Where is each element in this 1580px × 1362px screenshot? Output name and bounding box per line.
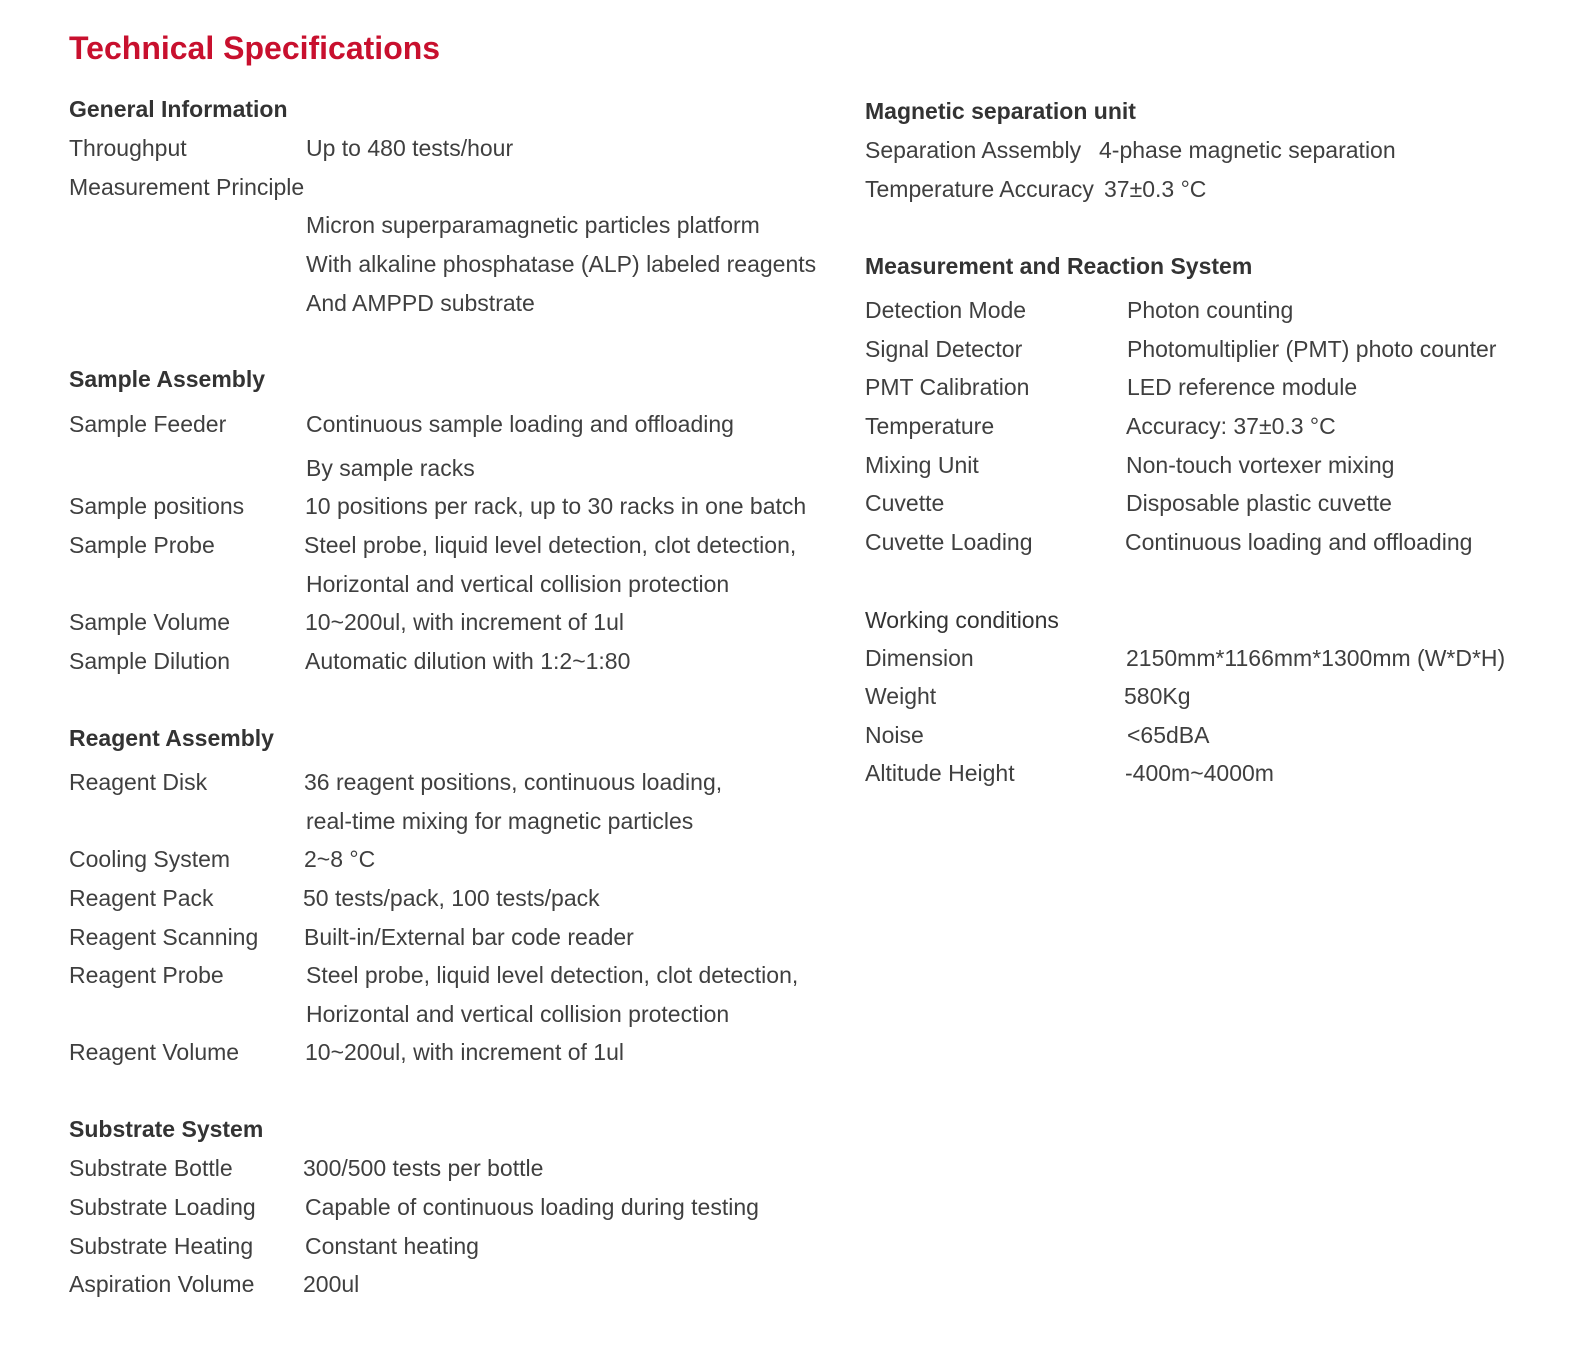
separation-assembly-label: Separation Assembly — [865, 137, 1082, 163]
substrate-heating-value: Constant heating — [305, 1233, 479, 1259]
noise-value: <65dBA — [1127, 722, 1210, 748]
sample-dilution-label: Sample Dilution — [69, 648, 231, 674]
page-title: Technical Specifications — [69, 30, 441, 66]
sample-positions-label: Sample positions — [69, 493, 245, 519]
temperature-value: Accuracy: 37±0.3 °C — [1126, 413, 1336, 439]
substrate-heating-label: Substrate Heating — [69, 1233, 254, 1259]
sample-feeder-label: Sample Feeder — [69, 411, 227, 437]
reagent-disk-value: 36 reagent positions, continuous loading, — [304, 769, 723, 795]
weight-value: 580Kg — [1124, 683, 1191, 709]
altitude-height-label: Altitude Height — [865, 760, 1015, 786]
throughput-label: Throughput — [69, 135, 187, 161]
substrate-system-heading: Substrate System — [69, 1116, 264, 1142]
separation-assembly-value: 4-phase magnetic separation — [1099, 137, 1396, 163]
sample-probe-value: Horizontal and vertical collision protection — [306, 571, 730, 597]
throughput-value: Up to 480 tests/hour — [306, 135, 514, 161]
sample-feeder-value: Continuous sample loading and offloading — [306, 411, 734, 437]
general-information-heading: General Information — [69, 96, 288, 122]
measurement-principle-line: Micron superparamagnetic particles platform — [306, 212, 760, 238]
reagent-disk-value: real-time mixing for magnetic particles — [306, 808, 694, 834]
dimension-label: Dimension — [865, 645, 974, 671]
reagent-probe-value: Horizontal and vertical collision protection — [306, 1001, 730, 1027]
detection-mode-label: Detection Mode — [865, 297, 1027, 323]
sample-dilution-value: Automatic dilution with 1:2~1:80 — [305, 648, 631, 674]
sample-assembly-heading: Sample Assembly — [69, 366, 266, 392]
aspiration-volume-label: Aspiration Volume — [69, 1271, 255, 1297]
substrate-loading-label: Substrate Loading — [69, 1194, 256, 1220]
sample-probe-label: Sample Probe — [69, 532, 215, 558]
pmt-calibration-value: LED reference module — [1127, 374, 1358, 400]
working-conditions-heading: Working conditions — [865, 607, 1059, 633]
cuvette-loading-value: Continuous loading and offloading — [1125, 529, 1473, 555]
mixing-unit-value: Non-touch vortexer mixing — [1126, 452, 1395, 478]
substrate-loading-value: Capable of continuous loading during testing — [305, 1194, 759, 1220]
reagent-volume-value: 10~200ul, with increment of 1ul — [305, 1039, 625, 1065]
signal-detector-value: Photomultiplier (PMT) photo counter — [1127, 336, 1497, 362]
cooling-system-value: 2~8 °C — [304, 846, 376, 872]
reagent-disk-label: Reagent Disk — [69, 769, 208, 795]
noise-label: Noise — [865, 722, 924, 748]
sample-volume-value: 10~200ul, with increment of 1ul — [305, 609, 625, 635]
measurement-principle-label: Measurement Principle — [69, 174, 305, 200]
mixing-unit-label: Mixing Unit — [865, 452, 979, 478]
substrate-bottle-value: 300/500 tests per bottle — [303, 1155, 544, 1181]
reagent-scanning-value: Built-in/External bar code reader — [304, 924, 634, 950]
temperature-accuracy-label: Temperature Accuracy — [865, 176, 1094, 202]
reagent-probe-value: Steel probe, liquid level detection, clot detection, — [306, 962, 799, 988]
pmt-calibration-label: PMT Calibration — [865, 374, 1030, 400]
measurement-reaction-heading: Measurement and Reaction System — [865, 253, 1253, 279]
cooling-system-label: Cooling System — [69, 846, 231, 872]
detection-mode-value: Photon counting — [1127, 297, 1294, 323]
cuvette-loading-label: Cuvette Loading — [865, 529, 1033, 555]
dimension-value: 2150mm*1166mm*1300mm (W*D*H) — [1126, 645, 1506, 671]
cuvette-value: Disposable plastic cuvette — [1126, 490, 1392, 516]
measurement-principle-line: And AMPPD substrate — [306, 290, 535, 316]
reagent-pack-label: Reagent Pack — [69, 885, 214, 911]
aspiration-volume-value: 200ul — [303, 1271, 360, 1297]
reagent-volume-label: Reagent Volume — [69, 1039, 240, 1065]
signal-detector-label: Signal Detector — [865, 336, 1023, 362]
reagent-assembly-heading: Reagent Assembly — [69, 725, 274, 751]
sample-probe-value: Steel probe, liquid level detection, clot detection, — [304, 532, 797, 558]
sample-feeder-value: By sample racks — [306, 455, 475, 481]
temperature-label: Temperature — [865, 413, 995, 439]
magnetic-separation-heading: Magnetic separation unit — [865, 98, 1136, 124]
substrate-bottle-label: Substrate Bottle — [69, 1155, 233, 1181]
reagent-probe-label: Reagent Probe — [69, 962, 224, 988]
measurement-principle-line: With alkaline phosphatase (ALP) labeled reagents — [306, 251, 817, 277]
reagent-pack-value: 50 tests/pack, 100 tests/pack — [303, 885, 600, 911]
reagent-scanning-label: Reagent Scanning — [69, 924, 259, 950]
cuvette-label: Cuvette — [865, 490, 945, 516]
weight-label: Weight — [865, 683, 937, 709]
sample-positions-value: 10 positions per rack, up to 30 racks in one batch — [305, 493, 807, 519]
sample-volume-label: Sample Volume — [69, 609, 231, 635]
altitude-height-value: -400m~4000m — [1125, 760, 1274, 786]
temperature-accuracy-value: 37±0.3 °C — [1104, 176, 1207, 202]
